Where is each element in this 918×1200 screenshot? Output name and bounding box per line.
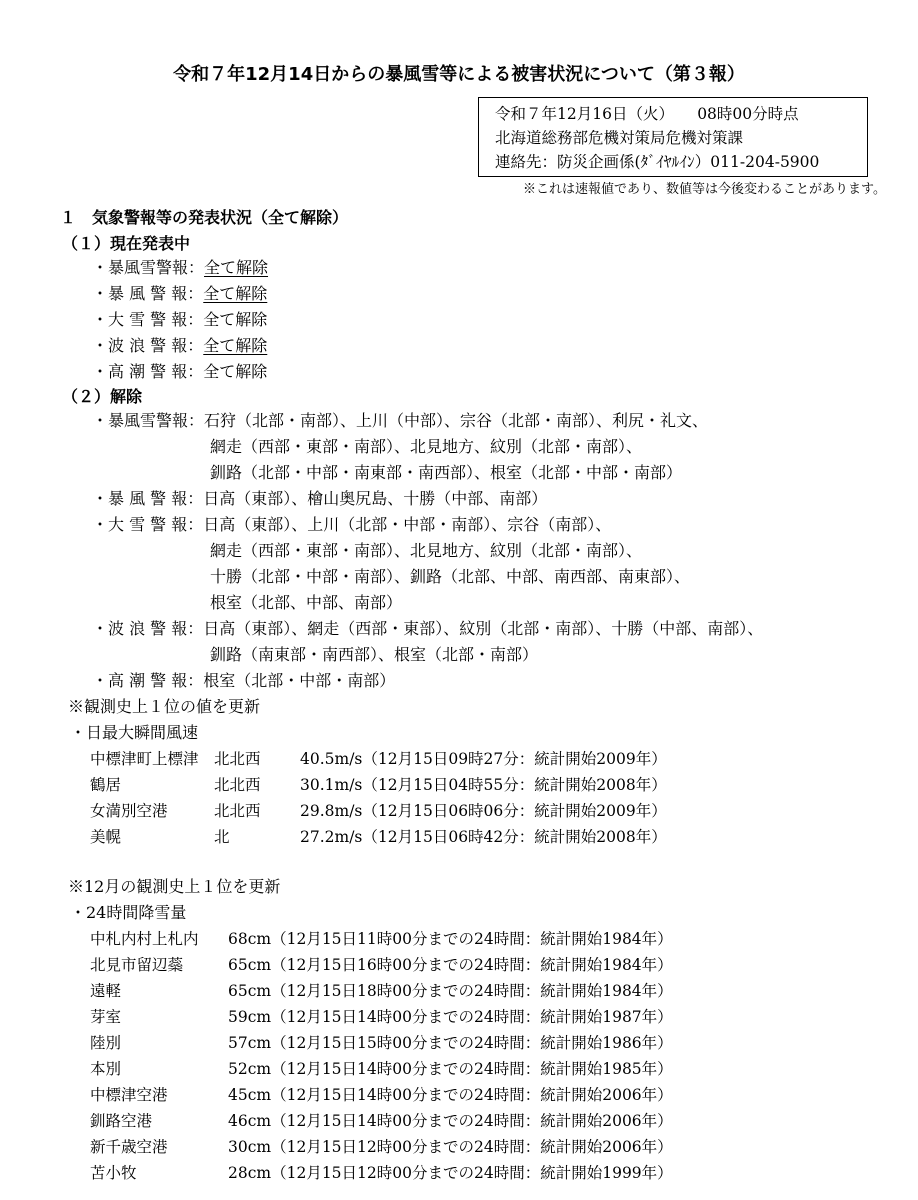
section1-heading: １ 気象警報等の発表状況（全て解除）: [60, 208, 349, 227]
cleared-warning-continuation: 根室（北部、中部、南部）: [210, 593, 403, 612]
snow-record-table: [90, 926, 673, 1186]
cleared-warning-item: ・波 浪 警 報：日高（東部）、網走（西部・東部）、紋別（北部・南部）、十勝（中部、南部）、: [92, 619, 764, 638]
snow-record-row: 釧路空港 46cm（12月15日14時00分までの24時間：統計開始2006年）: [90, 1112, 673, 1130]
cleared-warning-continuation: 十勝（北部・中部・南部）、釧路（北部、中部、南西部、南東部）、: [210, 567, 691, 586]
cleared-warning-item: ・暴 風 警 報：日高（東部）、檜山奥尻島、十勝（中部、南部）: [92, 489, 548, 508]
snow-record-row: 苫小牧 28cm（12月15日12時00分までの24時間：統計開始1999年）: [90, 1164, 673, 1182]
cleared-warning-continuation: 釧路（南東部・南西部）、根室（北部・南部）: [210, 645, 539, 664]
snow-record-subheading: ・24時間降雪量: [70, 903, 187, 922]
current-warning-item: ・波 浪 警 報：全て解除: [92, 336, 268, 355]
cleared-warnings-list: [92, 408, 763, 694]
cleared-heading: （２）解除: [62, 387, 143, 406]
snow-record-row: 本別 52cm（12月15日14時00分までの24時間：統計開始1985年）: [90, 1060, 673, 1078]
department-name: 北海道総務部危機対策局危機対策課: [495, 129, 744, 147]
contact-info: 連絡先：防災企画係(ﾀﾞｲﾔﾙｲﾝ）011-204-5900: [495, 153, 820, 171]
snow-record-row: 中標津空港 45cm（12月15日14時00分までの24時間：統計開始2006年）: [90, 1086, 673, 1104]
snow-record-row: 遠軽 65cm（12月15日18時00分までの24時間：統計開始1984年）: [90, 982, 673, 1000]
wind-record-row: 美幌 北 27.2m/s（12月15日06時42分：統計開始2008年）: [90, 828, 667, 846]
snow-record-row: 芽室 59cm（12月15日14時00分までの24時間：統計開始1987年）: [90, 1008, 673, 1026]
report-datetime: 令和７年12月16日（火） 08時00分時点: [495, 105, 799, 123]
wind-record-row: 鶴居 北北西 30.1m/s（12月15日04時55分：統計開始2008年）: [90, 776, 667, 794]
snow-record-row: 新千歳空港 30cm（12月15日12時00分までの24時間：統計開始2006年）: [90, 1138, 673, 1156]
current-warning-item: ・高 潮 警 報：全て解除: [92, 362, 268, 381]
snow-record-heading: ※12月の観測史上１位を更新: [68, 877, 281, 896]
snow-record-row: 中札内村上札内 68cm（12月15日11時00分までの24時間：統計開始1984年）: [90, 930, 673, 948]
current-warning-item: ・暴 風 警 報：全て解除: [92, 284, 268, 303]
cleared-warning-continuation: 網走（西部・東部・南部）、北見地方、紋別（北部・南部）、: [210, 437, 643, 456]
wind-record-row: 中標津町上標津 北北西 40.5m/s（12月15日09時27分：統計開始2009年）: [90, 750, 667, 768]
snow-record-row: 陸別 57cm（12月15日15時00分までの24時間：統計開始1986年）: [90, 1034, 673, 1052]
wind-record-row: 女満別空港 北北西 29.8m/s（12月15日06時06分：統計開始2009年）: [90, 802, 667, 820]
current-warning-item: ・暴風雪警報：全て解除: [92, 258, 269, 277]
cleared-warning-item: ・暴風雪警報：石狩（北部・南部）、上川（中部）、宗谷（北部・南部）、利尻・礼文、: [92, 411, 709, 430]
currently-issued-heading: （１）現在発表中: [62, 234, 191, 253]
cleared-warning-continuation: 網走（西部・東部・南部）、北見地方、紋別（北部・南部）、: [210, 541, 643, 560]
current-warning-item: ・大 雪 警 報：全て解除: [92, 310, 268, 329]
header-info-box: [478, 97, 868, 177]
cleared-warning-continuation: 釧路（北部・中部・南東部・南西部）、根室（北部・中部・南部）: [210, 463, 683, 482]
current-warnings-list: [92, 255, 268, 385]
cleared-warning-item: ・高 潮 警 報：根室（北部・中部・南部）: [92, 671, 396, 690]
snow-record-row: 北見市留辺蘂 65cm（12月15日16時00分までの24時間：統計開始1984年）: [90, 956, 673, 974]
wind-record-table: [90, 746, 667, 850]
wind-record-subheading: ・日最大瞬間風速: [70, 723, 199, 742]
document-title: 令和７年12月14日からの暴風雪等による被害状況について（第３報）: [173, 64, 745, 85]
wind-record-heading: ※観測史上１位の値を更新: [68, 697, 261, 716]
cleared-warning-item: ・大 雪 警 報：日高（東部）、上川（北部・中部・南部）、宗谷（南部）、: [92, 515, 612, 534]
preliminary-note: ※これは速報値であり、数値等は今後変わることがあります。: [523, 182, 886, 197]
